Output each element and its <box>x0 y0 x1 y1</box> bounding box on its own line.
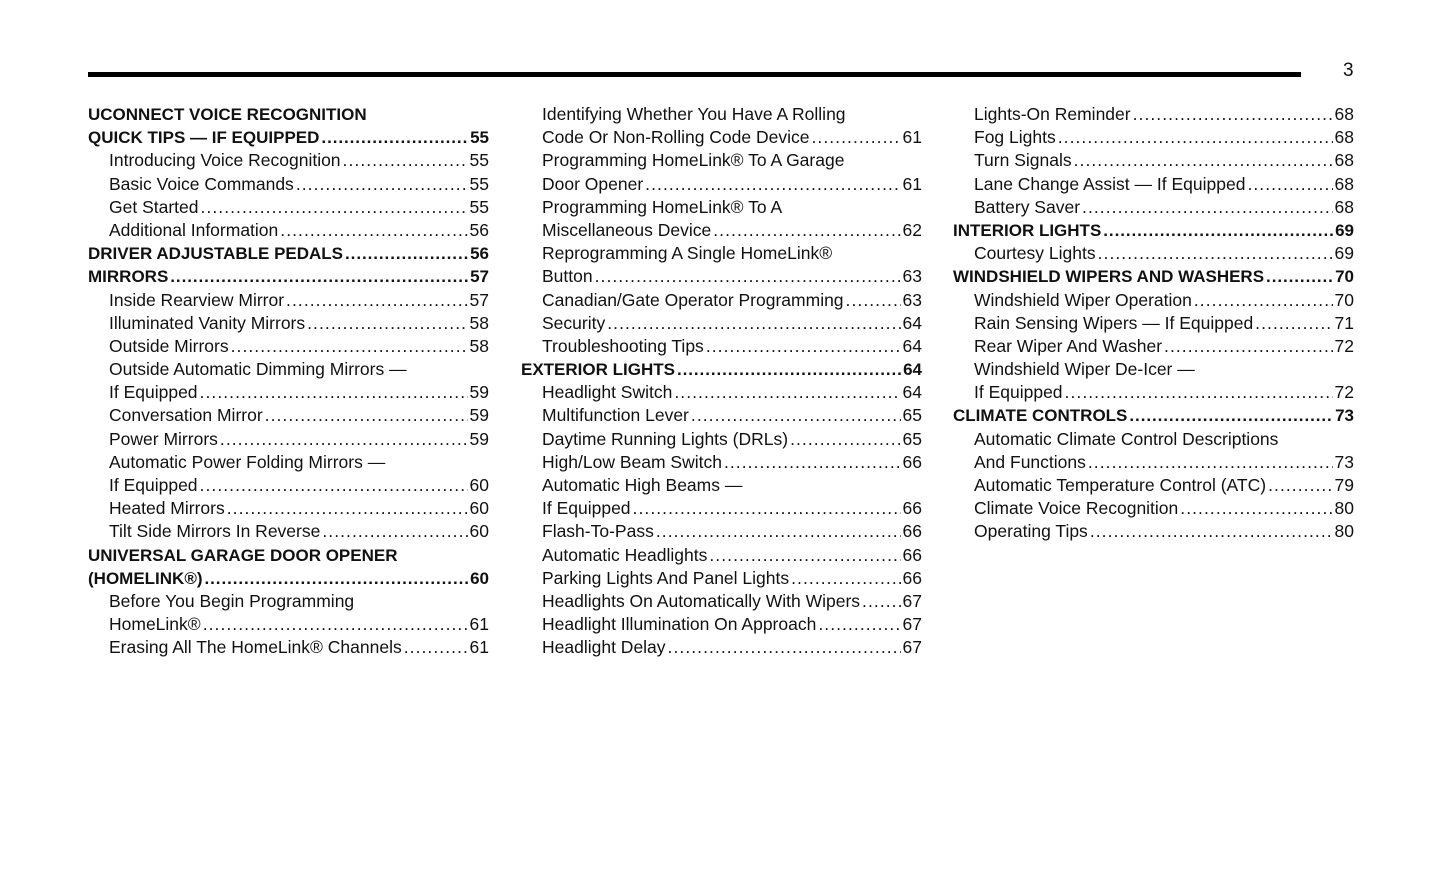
toc-entry-title: Flash-To-Pass <box>542 521 654 542</box>
dot-leader <box>201 196 468 219</box>
toc-entry-page: 59 <box>469 428 489 449</box>
toc-entry-title: Programming HomeLink® To A Garage <box>542 150 845 171</box>
dot-leader <box>307 312 467 335</box>
toc-entry-title: Courtesy Lights <box>974 243 1096 264</box>
toc-entry <box>88 451 489 474</box>
toc-entry <box>88 358 489 381</box>
dot-leader <box>607 312 900 335</box>
dot-leader <box>1065 381 1333 404</box>
toc-entry[interactable] <box>521 404 922 427</box>
toc-entry-title: If Equipped <box>109 382 198 403</box>
dot-leader <box>1180 497 1332 520</box>
toc-entry-page: 66 <box>902 498 922 519</box>
toc-entry-page: 56 <box>469 219 489 240</box>
page-number: 3 <box>1343 60 1354 81</box>
toc-entry-page: 61 <box>902 127 922 148</box>
toc-entry-page: 80 <box>1334 498 1354 519</box>
toc-entry-page: 70 <box>1334 289 1354 310</box>
toc-entry-title: Additional Information <box>109 219 279 240</box>
toc-section-heading[interactable] <box>88 126 489 149</box>
toc-entry[interactable] <box>953 381 1354 404</box>
dot-leader <box>1058 126 1333 149</box>
toc-entry[interactable] <box>521 265 922 288</box>
toc-entry[interactable] <box>953 103 1354 126</box>
dot-leader <box>200 474 468 497</box>
toc-column-3 <box>953 103 1354 544</box>
toc-entry-page: 63 <box>902 266 922 287</box>
toc-entry[interactable] <box>88 196 489 219</box>
toc-entry[interactable] <box>953 451 1354 474</box>
toc-entry-title: UNIVERSAL GARAGE DOOR OPENER <box>88 545 398 565</box>
dot-leader <box>1247 173 1332 196</box>
dot-leader <box>1194 289 1333 312</box>
toc-entry <box>521 103 922 126</box>
toc-entry-title: Turn Signals <box>974 150 1072 171</box>
toc-entry-page: 68 <box>1334 104 1354 124</box>
dot-leader <box>345 242 468 265</box>
dot-leader <box>1074 149 1333 172</box>
toc-entry-title: Windshield Wiper Operation <box>974 289 1192 310</box>
dot-leader <box>280 219 467 242</box>
toc-entry-title: Automatic Climate Control Descriptions <box>974 428 1279 449</box>
toc-entry-title: INTERIOR LIGHTS <box>953 220 1102 240</box>
dot-leader <box>818 613 900 636</box>
toc-section-heading[interactable] <box>88 265 489 288</box>
toc-entry-page: 64 <box>902 335 922 356</box>
toc-entry-page: 65 <box>902 405 922 426</box>
toc-entry-title: Erasing All The HomeLink® Channels <box>109 637 402 658</box>
toc-entry <box>953 428 1354 451</box>
dot-leader <box>1266 265 1333 288</box>
toc-entry-page: 72 <box>1334 382 1354 403</box>
toc-entry-page: 60 <box>469 498 489 519</box>
toc-entry[interactable] <box>521 173 922 196</box>
toc-entry <box>521 242 922 265</box>
toc-entry[interactable] <box>521 636 922 659</box>
toc-entry-page: 58 <box>469 312 489 333</box>
toc-entry-page: 55 <box>469 173 489 194</box>
toc-entry-page: 68 <box>1334 150 1354 171</box>
toc-entry[interactable] <box>953 289 1354 312</box>
toc-entry-title: Rain Sensing Wipers — If Equipped <box>974 312 1254 333</box>
toc-entry[interactable] <box>953 312 1354 335</box>
toc-entry-page: 63 <box>902 289 922 310</box>
toc-entry-title: Headlight Delay <box>542 637 666 658</box>
toc-entry <box>521 149 922 172</box>
dot-leader <box>677 358 901 381</box>
toc-entry-page: 57 <box>470 267 489 287</box>
dot-leader <box>205 567 469 590</box>
toc-entry-page: 56 <box>470 244 489 264</box>
toc-entry-title: Programming HomeLink® To A <box>542 196 783 217</box>
toc-entry[interactable] <box>88 312 489 335</box>
toc-entry[interactable] <box>88 474 489 497</box>
dot-leader <box>1082 196 1333 219</box>
toc-entry[interactable] <box>521 544 922 567</box>
toc-entry-title: Lights-On Reminder <box>974 104 1131 124</box>
toc-section-heading[interactable] <box>953 219 1354 242</box>
toc-entry-title: Reprogramming A Single HomeLink® <box>542 243 833 264</box>
dot-leader <box>1129 404 1333 427</box>
dot-leader <box>265 404 468 427</box>
toc-entry-title: EXTERIOR LIGHTS <box>521 360 675 380</box>
toc-entry[interactable] <box>521 520 922 543</box>
dot-leader <box>321 126 468 149</box>
toc-entry[interactable] <box>953 497 1354 520</box>
dot-leader <box>713 219 900 242</box>
dot-leader <box>170 265 468 288</box>
dot-leader <box>1088 451 1333 474</box>
toc-entry[interactable] <box>88 149 489 172</box>
toc-entry[interactable] <box>953 173 1354 196</box>
toc-entry-page: 60 <box>470 568 489 588</box>
toc-entry-title: If Equipped <box>542 498 631 519</box>
toc-entry-title: Automatic Headlights <box>542 544 708 565</box>
toc-entry[interactable] <box>88 335 489 358</box>
dot-leader <box>1255 312 1332 335</box>
toc-entry-title: Get Started <box>109 196 199 217</box>
toc-column-1 <box>88 103 489 660</box>
toc-entry[interactable] <box>88 636 489 659</box>
toc-entry-page: 59 <box>469 382 489 403</box>
toc-entry-title: Climate Voice Recognition <box>974 498 1179 519</box>
toc-entry[interactable] <box>953 520 1354 543</box>
toc-entry-title: MIRRORS <box>88 267 169 287</box>
dot-leader <box>1164 335 1333 358</box>
dot-leader <box>404 636 468 659</box>
toc-entry[interactable] <box>521 289 922 312</box>
dot-leader <box>1103 219 1333 242</box>
toc-entry-page: 66 <box>902 567 922 588</box>
toc-entry[interactable] <box>88 497 489 520</box>
toc-entry[interactable] <box>521 312 922 335</box>
toc-entry-title: Daytime Running Lights (DRLs) <box>542 428 789 449</box>
toc-section-heading[interactable] <box>88 567 489 590</box>
toc-entry[interactable] <box>521 381 922 404</box>
toc-entry-page: 61 <box>902 173 922 194</box>
toc-entry-title: Basic Voice Commands <box>109 173 294 194</box>
toc-entry-page: 60 <box>469 521 489 542</box>
dot-leader <box>203 613 468 636</box>
toc-entry-page: 55 <box>469 150 489 171</box>
toc-entry-title: Automatic Temperature Control (ATC) <box>974 475 1267 495</box>
toc-entry-page: 61 <box>469 614 489 635</box>
toc-entry-page: 61 <box>469 637 489 658</box>
toc-entry-title: CLIMATE CONTROLS <box>953 406 1128 426</box>
toc-entry <box>521 196 922 219</box>
toc-entry-title: Door Opener <box>542 173 644 194</box>
toc-entry-title: Operating Tips <box>974 521 1088 542</box>
toc-entry-title: If Equipped <box>109 475 198 495</box>
dot-leader <box>862 590 900 613</box>
dot-leader <box>724 451 901 474</box>
toc-entry-title: Power Mirrors <box>109 428 218 449</box>
toc-section-heading[interactable] <box>953 404 1354 427</box>
toc-entry[interactable] <box>953 149 1354 172</box>
dot-leader <box>656 520 901 543</box>
dot-leader <box>811 126 900 149</box>
toc-entry[interactable] <box>88 404 489 427</box>
toc-entry-title: Tilt Side Mirrors In Reverse <box>109 521 321 542</box>
dot-leader <box>231 335 468 358</box>
toc-entry-title: And Functions <box>974 451 1086 472</box>
dot-leader <box>790 428 900 451</box>
toc-entry-page: 66 <box>902 451 922 472</box>
dot-leader <box>286 289 467 312</box>
toc-entry-page: 57 <box>469 289 489 310</box>
toc-entry-title: Parking Lights And Panel Lights <box>542 567 790 588</box>
toc-entry-title: Canadian/Gate Operator Programming <box>542 289 844 310</box>
toc-entry-page: 59 <box>469 405 489 426</box>
toc-entry[interactable] <box>521 335 922 358</box>
toc-entry[interactable] <box>521 451 922 474</box>
toc-entry[interactable] <box>521 126 922 149</box>
dot-leader <box>668 636 901 659</box>
toc-entry-title: Before You Begin Programming <box>109 590 355 611</box>
toc-entry-page: 79 <box>1334 475 1354 495</box>
toc-entry-title: Headlight Switch <box>542 382 673 403</box>
toc-entry-title: Automatic High Beams — <box>542 475 743 495</box>
toc-entry-title: Lane Change Assist — If Equipped <box>974 173 1246 194</box>
toc-entry-title: WINDSHIELD WIPERS AND WASHERS <box>953 267 1265 287</box>
toc-entry-page: 69 <box>1334 243 1354 264</box>
dot-leader <box>674 381 900 404</box>
toc-entry-title: Code Or Non-Rolling Code Device <box>542 127 810 148</box>
toc-entry-page: 71 <box>1334 312 1354 333</box>
toc-entry-page: 60 <box>469 475 489 495</box>
toc-section-heading <box>88 544 489 567</box>
toc-entry-page: 55 <box>469 196 489 217</box>
toc-entry[interactable] <box>521 219 922 242</box>
toc-entry-page: 73 <box>1334 451 1354 472</box>
toc-entry[interactable] <box>88 520 489 543</box>
toc-entry[interactable] <box>953 126 1354 149</box>
toc-entry-page: 80 <box>1334 521 1354 542</box>
toc-entry[interactable] <box>88 613 489 636</box>
toc-entry-title: Conversation Mirror <box>109 405 263 426</box>
dot-leader <box>1098 242 1333 265</box>
toc-entry[interactable] <box>88 381 489 404</box>
toc-section-heading[interactable] <box>88 242 489 265</box>
toc-entry-title: Troubleshooting Tips <box>542 335 704 356</box>
toc-entry-page: 70 <box>1335 267 1354 287</box>
toc-entry-page: 67 <box>902 590 922 611</box>
toc-entry-title: Button <box>542 266 593 287</box>
toc-entry-page: 67 <box>902 637 922 658</box>
toc-entry-title: DRIVER ADJUSTABLE PEDALS <box>88 244 344 264</box>
toc-entry[interactable] <box>521 497 922 520</box>
toc-section-heading[interactable] <box>521 358 922 381</box>
toc-section-heading[interactable] <box>953 265 1354 288</box>
dot-leader <box>846 289 901 312</box>
toc-entry-title: Headlights On Automatically With Wipers <box>542 590 861 611</box>
toc-entry-page: 64 <box>902 382 922 403</box>
toc-entry[interactable] <box>88 428 489 451</box>
toc-entry-title: Heated Mirrors <box>109 498 225 519</box>
toc-column-2 <box>521 103 922 660</box>
dot-leader <box>645 173 900 196</box>
toc-entry-title: Windshield Wiper De-Icer — <box>974 359 1195 380</box>
toc-entry-page: 72 <box>1334 335 1354 356</box>
toc-entry-title: Outside Automatic Dimming Mirrors — <box>109 359 407 380</box>
toc-entry <box>953 358 1354 381</box>
toc-entry-page: 68 <box>1334 196 1354 217</box>
toc-entry-title: Inside Rearview Mirror <box>109 289 285 310</box>
toc-entry-page: 68 <box>1334 127 1354 148</box>
toc-entry-page: 68 <box>1334 173 1354 194</box>
toc-entry <box>88 590 489 613</box>
toc-entry-title: Outside Mirrors <box>109 335 229 356</box>
toc-entry-page: 67 <box>902 614 922 635</box>
toc-entry-page: 64 <box>903 360 922 380</box>
toc-entry[interactable] <box>88 173 489 196</box>
toc-entry[interactable] <box>521 428 922 451</box>
toc-entry[interactable] <box>88 289 489 312</box>
toc-entry-page: 64 <box>902 312 922 333</box>
dot-leader <box>595 265 901 288</box>
toc-entry-title: Fog Lights <box>974 127 1056 148</box>
toc-entry[interactable] <box>521 567 922 590</box>
toc-entry-page: 65 <box>902 428 922 449</box>
dot-leader <box>691 404 901 427</box>
toc-entry[interactable] <box>88 219 489 242</box>
toc-entry-title: Multifunction Lever <box>542 405 689 426</box>
toc-entry-title: Battery Saver <box>974 196 1081 217</box>
dot-leader <box>709 544 900 567</box>
toc-entry-title: QUICK TIPS — IF EQUIPPED <box>88 128 320 148</box>
dot-leader <box>220 428 468 451</box>
toc-entry-title: Introducing Voice Recognition <box>109 150 341 171</box>
toc-entry-title: (HOMELINK®) <box>88 568 203 588</box>
toc-entry-title: Miscellaneous Device <box>542 219 712 240</box>
toc-entry[interactable] <box>953 196 1354 219</box>
toc-entry <box>521 474 922 497</box>
toc-entry-title: Identifying Whether You Have A Rolling <box>542 104 846 124</box>
dot-leader <box>296 173 468 196</box>
toc-entry-title: If Equipped <box>974 382 1063 403</box>
toc-entry-page: 73 <box>1335 406 1354 426</box>
dot-leader <box>706 335 901 358</box>
dot-leader <box>200 381 468 404</box>
toc-entry[interactable] <box>953 242 1354 265</box>
toc-entry-title: Security <box>542 312 606 333</box>
toc-entry-title: UCONNECT VOICE RECOGNITION <box>88 105 367 124</box>
dot-leader <box>343 149 468 172</box>
toc-entry[interactable] <box>953 474 1354 497</box>
toc-entry[interactable] <box>953 335 1354 358</box>
dot-leader <box>227 497 468 520</box>
dot-leader <box>1268 474 1332 497</box>
toc-entry-title: Headlight Illumination On Approach <box>542 614 817 635</box>
toc-entry[interactable] <box>521 613 922 636</box>
toc-entry[interactable] <box>521 590 922 613</box>
toc-entry-page: 55 <box>470 128 489 148</box>
dot-leader <box>1133 103 1333 126</box>
dot-leader <box>322 520 467 543</box>
toc-entry-page: 62 <box>902 219 922 240</box>
toc-entry-title: High/Low Beam Switch <box>542 451 722 472</box>
toc-entry-page: 66 <box>902 521 922 542</box>
toc-entry-title: Illuminated Vanity Mirrors <box>109 312 306 333</box>
toc-entry-title: Automatic Power Folding Mirrors — <box>109 451 386 472</box>
toc-section-heading <box>88 103 489 126</box>
toc-entry-page: 69 <box>1335 220 1354 240</box>
dot-leader <box>633 497 901 520</box>
dot-leader <box>791 567 900 590</box>
toc-entry-page: 66 <box>902 544 922 565</box>
toc-entry-page: 58 <box>469 335 489 356</box>
toc-entry-title: HomeLink® <box>109 614 201 635</box>
dot-leader <box>1090 520 1333 543</box>
toc-entry-title: Rear Wiper And Washer <box>974 335 1163 356</box>
header-rule <box>88 72 1301 77</box>
